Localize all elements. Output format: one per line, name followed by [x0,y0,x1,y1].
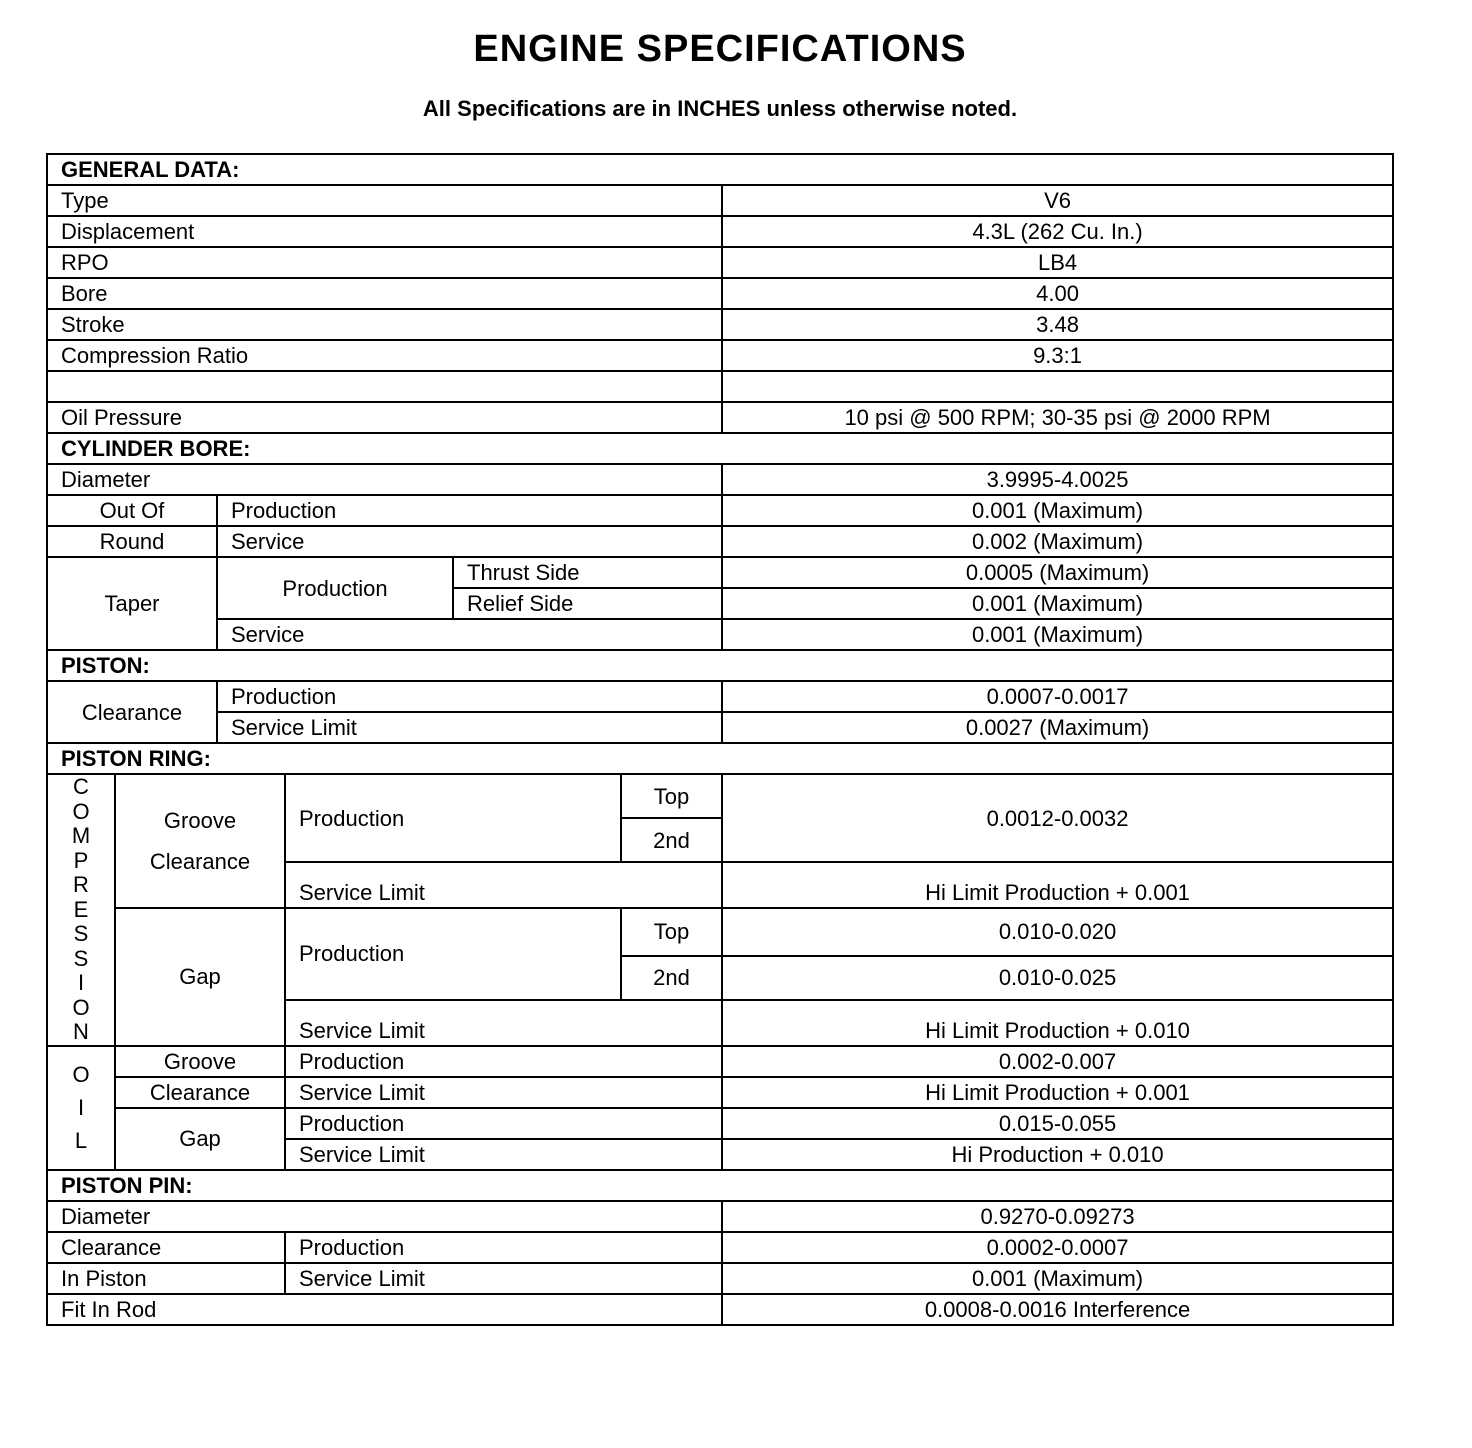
group-label: Clearance [115,1077,285,1108]
row-value: 0.001 (Maximum) [722,1263,1393,1294]
table-row [47,1077,1393,1108]
row-value: 0.001 (Maximum) [722,495,1393,526]
group-label: In Piston [47,1263,285,1294]
group-label: Groove [115,1046,285,1077]
vertical-letter: R [73,872,89,897]
vertical-letter: I [77,1095,85,1120]
table-row [47,1263,1393,1294]
row-label: Service Limit [217,712,722,743]
row-label: Thrust Side [453,557,722,588]
ring-label: Top [621,908,722,956]
group-label: Gap [115,908,285,1046]
page-subtitle: All Specifications are in INCHES unless otherwise noted. [422,96,1018,121]
table-row [47,557,1393,588]
table-row [47,340,1393,371]
table-row [47,464,1393,495]
group-label: Clearance [47,681,217,743]
section-piston [47,650,1393,681]
table-row [47,495,1393,526]
row-label: Service Limit [285,1000,722,1046]
row-label: Service Limit [285,1077,722,1108]
table-row [47,1201,1393,1232]
table-row [47,774,1393,818]
ring-label: 2nd [621,956,722,1000]
ring-label: Top [621,774,722,818]
table-row [47,247,1393,278]
row-label: Service [217,619,722,650]
row-label: Service Limit [285,1263,722,1294]
group-label [115,774,285,908]
row-label: Production [285,774,621,862]
row-value: 0.015-0.055 [722,1108,1393,1139]
row-label: Production [285,1232,722,1263]
row-label: Diameter [47,1201,722,1232]
row-value: Hi Limit Production + 0.001 [722,862,1393,908]
row-value: 10 psi @ 500 RPM; 30-35 psi @ 2000 RPM [722,402,1393,433]
row-value: 0.0027 (Maximum) [722,712,1393,743]
row-label: Service [217,526,722,557]
row-label [47,371,722,402]
row-value: 0.001 (Maximum) [722,619,1393,650]
row-value: 0.0012-0.0032 [722,774,1393,862]
table-row-empty [47,371,1393,402]
row-label: Type [47,185,722,216]
table-row [47,1294,1393,1325]
vertical-letter: C [73,774,89,799]
table-row [47,185,1393,216]
row-label: Production [285,1108,722,1139]
vertical-letter: M [71,823,91,848]
group-label: Taper [47,557,217,650]
vertical-letter: E [73,896,89,922]
table-row [47,681,1393,712]
table-row [47,619,1393,650]
row-label: Service Limit [285,862,722,908]
row-label: Production [217,681,722,712]
group-label-line: Groove [163,808,237,833]
row-value: LB4 [722,247,1393,278]
ring-label: 2nd [621,818,722,862]
group-label: Out Of [47,495,217,526]
section-header: PISTON: [47,650,1393,681]
section-header: CYLINDER BORE: [47,433,1393,464]
table-row [47,908,1393,956]
row-label: Production [285,908,621,1000]
row-label: Bore [47,278,722,309]
page-title: ENGINE SPECIFICATIONS [473,28,967,70]
group-label: Round [47,526,217,557]
vertical-letter: S [73,945,89,971]
oil-vertical-label [47,1046,115,1170]
row-label: Stroke [47,309,722,340]
row-label: Production [217,495,722,526]
section-piston-ring [47,743,1393,774]
vertical-letter: L [74,1128,88,1153]
row-value: Hi Limit Production + 0.010 [722,1000,1393,1046]
row-label: Displacement [47,216,722,247]
row-value: 0.010-0.025 [722,956,1393,1000]
vertical-letter: O [72,798,90,824]
table-row [47,1108,1393,1139]
vertical-letter: S [73,921,89,946]
row-label: RPO [47,247,722,278]
section-general [47,154,1393,185]
section-piston-pin [47,1170,1393,1201]
row-value: 4.00 [722,278,1393,309]
table-row [47,216,1393,247]
row-value: 0.0002-0.0007 [722,1232,1393,1263]
row-value [722,371,1393,402]
group-label: Gap [115,1108,285,1170]
row-value: 0.010-0.020 [722,908,1393,956]
table-row [47,278,1393,309]
row-value: Hi Production + 0.010 [722,1139,1393,1170]
table-row [47,1046,1393,1077]
vertical-letter: N [73,1019,89,1044]
table-row [47,309,1393,340]
row-value: 0.0007-0.0017 [722,681,1393,712]
row-label: Production [285,1046,722,1077]
section-header: PISTON RING: [47,743,1393,774]
sub-group-label: Production [217,557,453,619]
row-value: 3.48 [722,309,1393,340]
row-value: 4.3L (262 Cu. In.) [722,216,1393,247]
table-row [47,712,1393,743]
row-value: V6 [722,185,1393,216]
table-row [47,402,1393,433]
vertical-letter: O [72,994,90,1020]
row-label: Oil Pressure [47,402,722,433]
row-value: 0.002 (Maximum) [722,526,1393,557]
row-value: 0.9270-0.09273 [722,1201,1393,1232]
section-header: PISTON PIN: [47,1170,1393,1201]
row-value: 9.3:1 [722,340,1393,371]
row-label: Relief Side [453,588,722,619]
vertical-letter: P [73,847,89,873]
vertical-letter: O [72,1062,90,1087]
row-label: Compression Ratio [47,340,722,371]
row-value: 0.002-0.007 [722,1046,1393,1077]
table-row [47,526,1393,557]
table-row [47,1232,1393,1263]
section-header: GENERAL DATA: [47,154,1393,185]
section-cylinder-bore [47,433,1393,464]
row-value: 0.001 (Maximum) [722,588,1393,619]
group-label-line: Clearance [149,849,251,874]
compression-vertical-label [47,774,115,1046]
row-value: Hi Limit Production + 0.001 [722,1077,1393,1108]
row-label: Service Limit [285,1139,722,1170]
row-value: 3.9995-4.0025 [722,464,1393,495]
group-label: Clearance [47,1232,285,1263]
vertical-letter: I [77,970,85,995]
row-label: Diameter [47,464,722,495]
row-value: 0.0005 (Maximum) [722,557,1393,588]
row-value: 0.0008-0.0016 Interference [722,1294,1393,1325]
spec-table [46,153,1394,1326]
row-label: Fit In Rod [47,1294,722,1325]
